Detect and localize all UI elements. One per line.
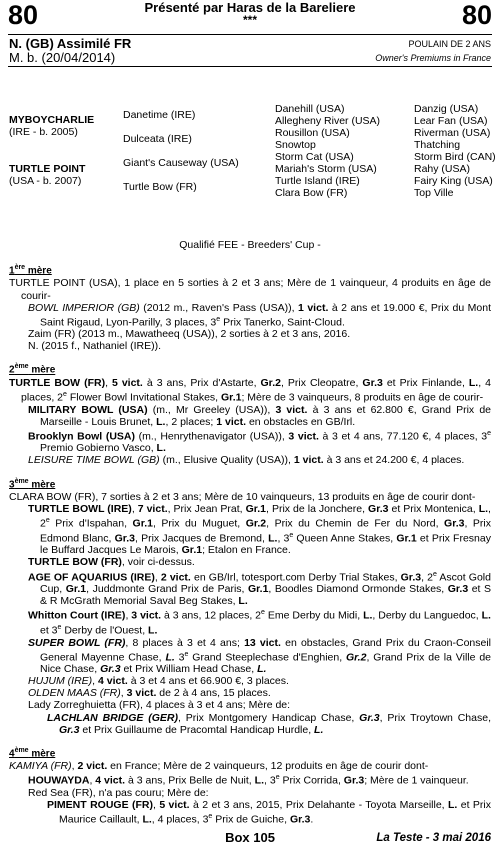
g3-1: Allegheny River (USA)	[275, 115, 381, 127]
g4-2: Riverman (USA)	[414, 127, 491, 139]
section-heading-4: 4ème mère	[9, 746, 56, 760]
section-heading-3: 3ème mère	[9, 477, 56, 490]
produce-entry: LEISURE TIME BOWL (GB) (m., Elusive Quality (USA)), 1 vict. à 3 ans et 24.200 €, 4 places.	[28, 454, 465, 467]
produce-entry: HUJUM (IRE), 4 vict. à 3 et 4 ans et 66.900 €, 3 places.	[28, 675, 289, 688]
produce-entry-grandchild: LACHLAN BRIDGE (GER), Prix Montgomery Handicap Chase, Gr.3, Prix Troytown Chase, Gr.3 et Prix Guillaume de Pracomtal Handicap Hurdle, L.	[47, 711, 491, 736]
stars: ***	[242, 13, 257, 27]
g2-0: Danetime (IRE)	[123, 109, 196, 121]
dam-3-entry: CLARA BOW (FR), 7 sorties à 2 et 3 ans; Mère de 10 vainqueurs, 13 produits en âge de courir dont-	[9, 490, 476, 503]
g2-2: Giant's Causeway (USA)	[123, 157, 239, 169]
section-heading-2: 2ème mère	[9, 363, 56, 376]
catalogue-footer	[0, 830, 500, 847]
produce-entry: Lady Zorreghuietta (FR), 4 places à 3 et 4 ans; Mère de:	[28, 699, 291, 712]
produce-entry: MILITARY BOWL (USA) (m., Mr Greeley (USA)), 3 vict. à 3 ans et 62.800 €, Grand Prix de Marseille - Louis Brunet, L., 2 places; 1 vict. en obstacles en GB/Irl.	[28, 403, 492, 428]
produce-entry: Red Sea (FR), n'a pas couru; Mère de:	[28, 786, 209, 799]
g4-0: Danzig (USA)	[414, 103, 479, 115]
produce-entry: TURTLE BOWL (IRE), 7 vict., Prix Jean Prat, Gr.1, Prix de la Jonchere, Gr.3 et Prix Montenica, L., 2e Prix d'Ispahan, Gr.1, Prix du Muguet, Gr.2, Prix du Chemin de Fer du Nord, Gr.3, Prix Edmond Blanc, Gr.3, Prix Jacques de Bremond, L., 3e Queen Anne Stakes, Gr.1 et Prix Fresnay le Buffard Jacques Le Marois, Gr.1; Etalon en France.	[28, 503, 491, 557]
g4-3: Thatching	[414, 139, 461, 151]
g3-0: Danehill (USA)	[275, 103, 345, 115]
presenter: Présenté par Haras de la Bareliere	[144, 0, 356, 15]
produce-entry: N. (2015 f., Nathaniel (IRE)).	[28, 340, 162, 353]
g3-2: Rousillon (USA)	[275, 127, 350, 139]
g2-1: Dulceata (IRE)	[123, 133, 192, 145]
produce-entry: OLDEN MAAS (FR), 3 vict. de 2 à 4 ans, 15 places.	[28, 687, 271, 700]
g4-6: Fairy King (USA)	[414, 175, 493, 187]
produce-entry: Zaim (FR) (2013 m., Mawatheeq (USA)), 2 sorties à 2 et 3 ans, 2016.	[28, 328, 351, 341]
sire-name: MYBOYCHARLIE	[9, 114, 95, 126]
produce-entry: BOWL IMPERIOR (GB) (2012 m., Raven's Pass (USA)), 1 vict. à 2 ans et 19.000 €, Prix du Mont Saint Rigaud, Lyon-Parilly, 3 places, 3e Prix Tanerko, Saint-Cloud.	[28, 301, 491, 329]
produce-entry: HOUWAYDA, 4 vict. à 3 ans, Prix Belle de Nuit, L., 3e Prix Corrida, Gr.3; Mère de 1 vainqueur.	[28, 774, 469, 787]
qualification: Qualifié FEE - Breeders' Cup -	[179, 239, 321, 251]
g4-5: Rahy (USA)	[414, 163, 471, 175]
g3-4: Storm Cat (USA)	[275, 151, 354, 163]
produce-entry: AGE OF AQUARIUS (IRE), 2 vict. en GB/Irl, totesport.com Derby Trial Stakes, Gr.3, 2e Ascot Gold Cup, Gr.1, Juddmonte Grand Prix de Paris, Gr.1, Boodles Diamond Ormonde Stakes, Gr.3 et S & R McGrath Memorial Saval Beg Stakes, L.	[28, 570, 491, 608]
pedigree-table	[0, 0, 500, 210]
produce-entry: TURTLE BOW (FR), voir ci-dessus.	[28, 556, 195, 569]
g4-7: Top Ville	[414, 187, 454, 199]
dam-name: TURTLE POINT	[9, 163, 86, 175]
dam-1-entry: TURTLE POINT (USA), 1 place en 5 sorties à 2 et 3 ans; Mère de 1 vainqueur, 4 produits en âge de courir-	[9, 277, 491, 302]
lot-number-left: 80	[8, 0, 39, 30]
g3-3: Snowtop	[275, 139, 316, 151]
sale-date: La Teste - 3 mai 2016	[376, 832, 491, 844]
g3-5: Mariah's Storm (USA)	[275, 163, 377, 175]
lot-number-right: 80	[461, 0, 492, 30]
box-number: Box 105	[225, 830, 275, 845]
g3-7: Clara Bow (FR)	[275, 187, 348, 199]
dam-info: (USA - b. 2007)	[9, 175, 82, 187]
g2-3: Turtle Bow (FR)	[123, 181, 197, 193]
dam-4-entry: KAMIYA (FR), 2 vict. en France; Mère de 2 vainqueurs, 12 produits en âge de courir dont-	[9, 760, 429, 773]
sire-info: (IRE - b. 2005)	[9, 126, 78, 138]
dam-2-entry: TURTLE BOW (FR), 5 vict. à 3 ans, Prix d'Astarte, Gr.2, Prix Cleopatre, Gr.3 et Prix Finlande, L., 4 places, 2e Flower Bowl Invitational Stakes, Gr.1; Mère de 3 vainqueurs, 8 produits en âge de courir-	[9, 376, 491, 404]
g4-4: Storm Bird (CAN)	[414, 151, 496, 163]
horse-birth: M. b. (20/04/2014)	[9, 50, 116, 65]
horse-name: N. (GB) Assimilé FR	[9, 36, 132, 51]
maternal-family	[9, 262, 491, 826]
g4-1: Lear Fan (USA)	[414, 115, 488, 127]
produce-entry-grandchild: PIMENT ROUGE (FR), 5 vict. à 2 et 3 ans, 2015, Prix Delahante - Toyota Marseille, L. et Prix Maurice Caillault, L., 4 places, 3e Prix de Guiche, Gr.3.	[47, 798, 491, 826]
premium-note: Owner's Premiums in France	[375, 53, 491, 63]
g3-6: Turtle Island (IRE)	[275, 175, 360, 187]
produce-entry: SUPER BOWL (FR), 8 places à 3 et 4 ans; 13 vict. en obstacles, Grand Prix du Craon-Conseil General Mayenne Chase, L. 3e Grand Steeplechase d'Enghien, Gr.2, Grand Prix de la Ville de Nice Chase, Gr.3 et Prix William Head Chase, L.	[28, 636, 492, 676]
produce-entry: Brooklyn Bowl (USA) (m., Henrythenavigator (USA)), 3 vict. à 3 et 4 ans, 77.120 €, 4 places, 3e Premio Gobierno Vasco, L.	[28, 429, 491, 455]
sex-age: POULAIN DE 2 ANS	[408, 39, 491, 49]
section-heading-1: 1ère mère	[9, 264, 52, 277]
produce-entry: Whitton Court (IRE), 3 vict. à 3 ans, 12 places, 2e Eme Derby du Midi, L., Derby du Languedoc, L. et 3e Derby de l'Ouest, L.	[28, 609, 491, 637]
